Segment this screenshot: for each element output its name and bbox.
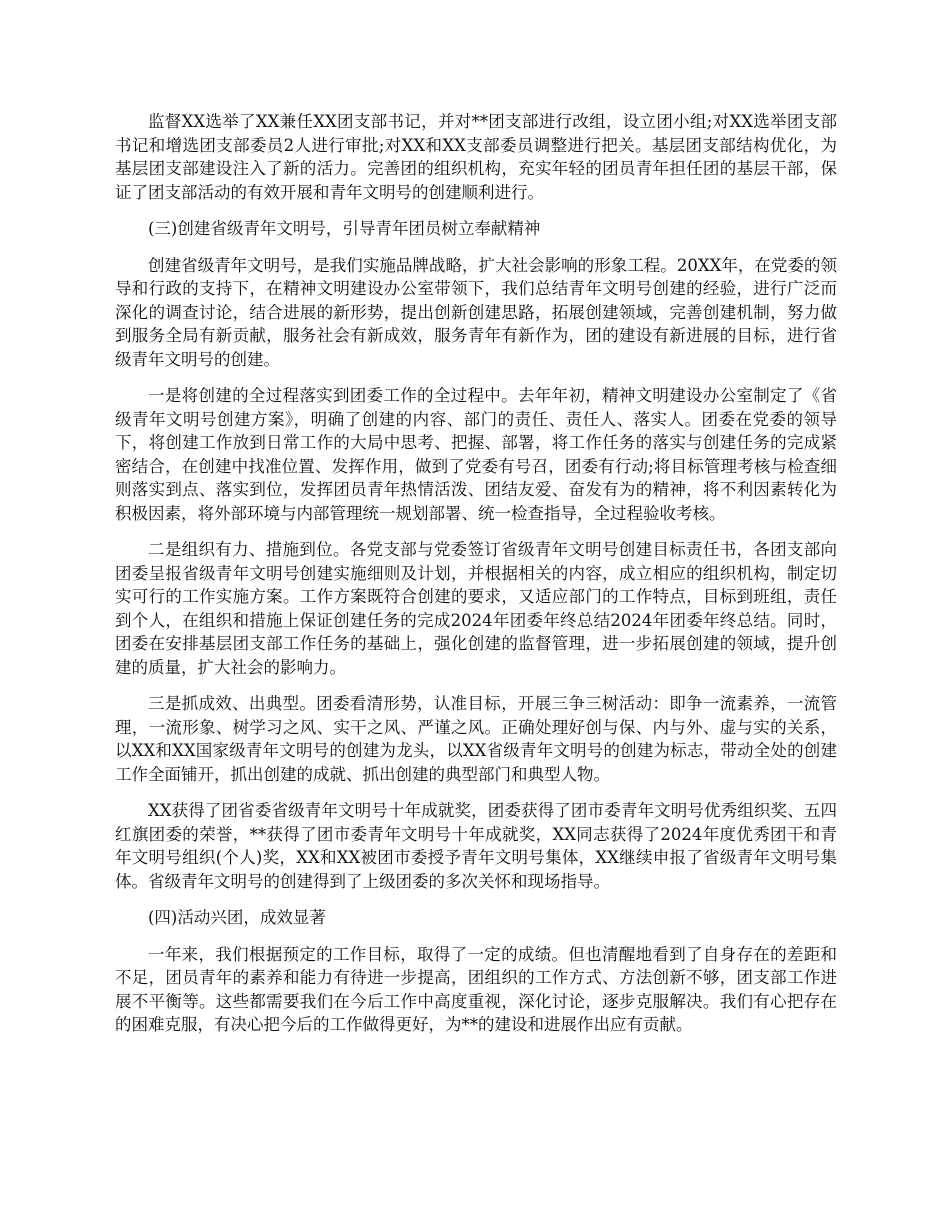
paragraph-brand-strategy: 创建省级青年文明号，是我们实施品牌战略，扩大社会影响的形象工程。20XX年，在党委的领导和行政的支持下，在精神文明建设办公室带领下，我们总结青年文明号创建的经验，进行广泛而深化的调查讨论，结合进展的新形势，提出创新创建思路，拓展创建领域，完善创建机制，努力做到服务全局有新贡献，服务社会有新成效，服务青年有新作为，团的建设有新进展的目标，进行省级青年文明号的创建。 <box>115 255 837 369</box>
paragraph-team-branch-reform: 监督XX选举了XX兼任XX团支部书记，并对**团支部进行改组，设立团小组;对XX选举团支部书记和增选团支部委员2人进行审批;对XX和XX支部委员调整进行把关。基层团支部结构优化，为基层团支部建设注入了新的活力。完善团的组织机构，充实年轻的团员青年担任团的基层干部，保证了团支部活动的有效开展和青年文明号的创建顺利进行。 <box>115 112 837 202</box>
paragraph-awards: XX获得了团省委省级青年文明号十年成就奖，团委获得了团市委青年文明号优秀组织奖、五四红旗团委的荣誉，**获得了团市委青年文明号十年成就奖，XX同志获得了2024年度优秀团干和青年文明号组织(个人)奖，XX和XX被团市委授予青年文明号集体，XX继续申报了省级青年文明号集体。省级青年文明号的创建得到了上级团委的多次关怀和现场指导。 <box>115 801 837 891</box>
document-page <box>115 110 837 1050</box>
section-heading-3: (三)创建省级青年文明号，引导青年团员树立奉献精神 <box>148 219 541 238</box>
paragraph-point-three: 三是抓成效、出典型。团委看清形势，认准目标，开展三争三树活动：即争一流素养，一流管理，一流形象、树学习之风、实干之风、严谨之风。正确处理好创与保、内与外、虚与实的关系，以XX和XX国家级青年文明号的创建为龙头，以XX省级青年文明号的创建为标志，带动全处的创建工作全面铺开，抓出创建的成就、抓出创建的典型部门和典型人物。 <box>115 694 837 784</box>
paragraph-point-one: 一是将创建的全过程落实到团委工作的全过程中。去年年初，精神文明建设办公室制定了《省级青年文明号创建方案》，明确了创建的内容、部门的责任、责任人、落实人。团委在党委的领导下，将创建工作放到日常工作的大局中思考、把握、部署，将工作任务的落实与创建任务的完成紧密结合，在创建中找准位置、发挥作用，做到了党委有号召，团委有行动;将目标管理考核与检查细则落实到点、落实到位，发挥团员青年热情活泼、团结友爱、奋发有为的精神，将不利因素转化为积极因素，将外部环境与内部管理统一规划部署、统一检查指导，全过程验收考核。 <box>115 386 837 523</box>
section-heading-4: (四)活动兴团，成效显著 <box>148 908 326 927</box>
paragraph-conclusion: 一年来，我们根据预定的工作目标，取得了一定的成绩。但也清醒地看到了自身存在的差距和不足，团员青年的素养和能力有待进一步提高，团组织的工作方式、方法创新不够，团支部工作进展不平衡等。这些都需要我们在今后工作中高度重视，深化讨论，逐步克服解决。我们有心把存在的困难克服，有决心把今后的工作做得更好，为**的建设和进展作出应有贡献。 <box>115 944 837 1034</box>
paragraph-point-two: 二是组织有力、措施到位。各党支部与党委签订省级青年文明号创建目标责任书，各团支部向团委呈报省级青年文明号创建实施细则及计划，并根据相关的内容，成立相应的组织机构，制定切实可行的工作实施方案。工作方案既符合创建的要求，又适应部门的工作特点，目标到班组，责任到个人，在组织和措施上保证创建任务的完成2024年团委年终总结2024年团委年终总结。同时，团委在安排基层团支部工作任务的基础上，强化创建的监督管理，进一步拓展创建的领域，提升创建的质量，扩大社会的影响力。 <box>115 540 837 677</box>
